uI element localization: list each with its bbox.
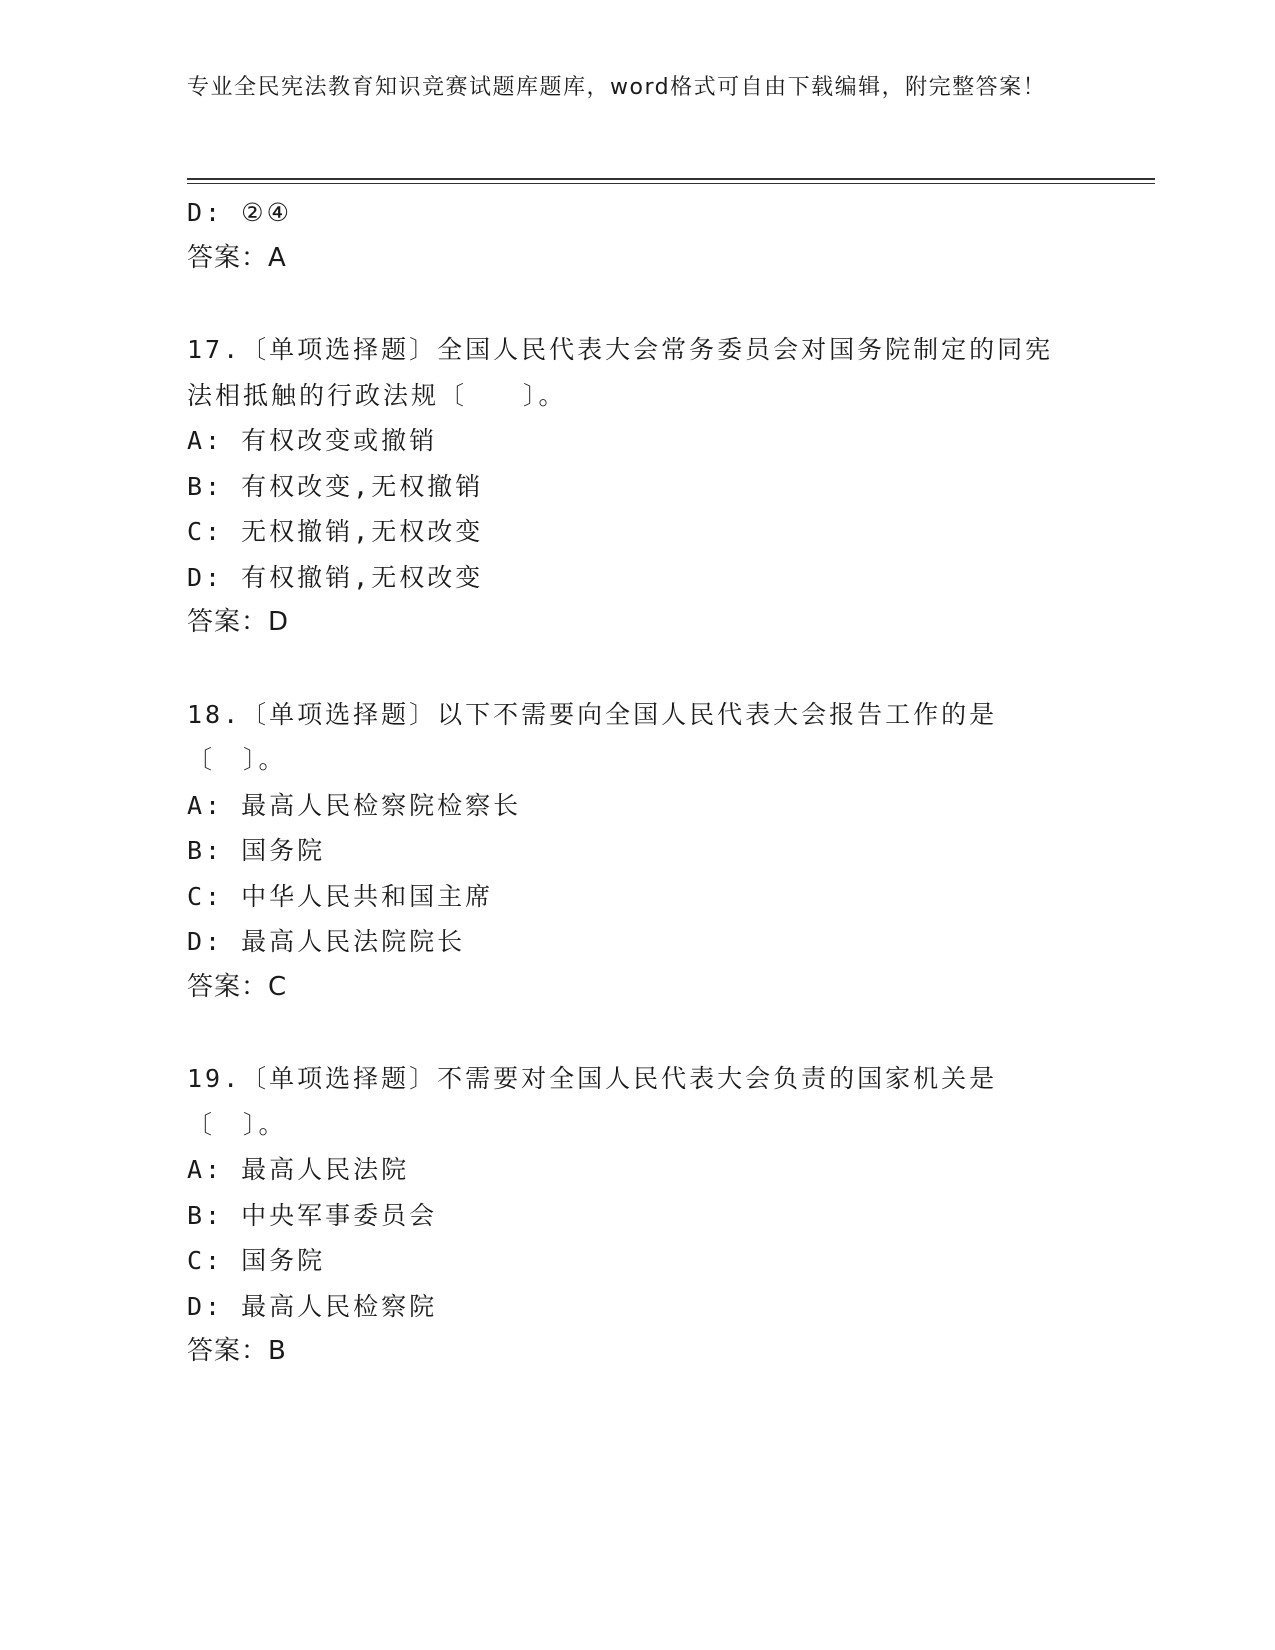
option-c: C: 无权撤销,无权改变 bbox=[187, 517, 484, 546]
question-text: 18.〔单项选择题〕以下不需要向全国人民代表大会报告工作的是〔 〕。 bbox=[187, 699, 998, 774]
question-text: 19.〔单项选择题〕不需要对全国人民代表大会负责的国家机关是〔 〕。 bbox=[187, 1064, 998, 1139]
option-a: A: 有权改变或撤销 bbox=[187, 426, 438, 455]
question-19 bbox=[187, 1056, 1087, 1375]
option-b: B: 有权改变,无权撤销 bbox=[187, 471, 484, 501]
option-c: C: 中华人民共和国主席 bbox=[187, 881, 494, 911]
answer-line: 答案：D bbox=[187, 607, 290, 637]
answer-line: 答案：B bbox=[187, 1336, 287, 1366]
option-c: C: 国务院 bbox=[187, 1246, 326, 1275]
question-17 bbox=[187, 327, 1087, 646]
option-a: A: 最高人民法院 bbox=[187, 1155, 410, 1184]
option-b: B: 国务院 bbox=[187, 836, 326, 865]
question-18 bbox=[187, 692, 1087, 1011]
option-d: D: 最高人民检察院 bbox=[187, 1291, 438, 1321]
answer-line: 答案：C bbox=[187, 971, 288, 1002]
answer-line: 答案：A bbox=[187, 242, 287, 273]
option-b: B: 中央军事委员会 bbox=[187, 1200, 438, 1230]
question-text: 17.〔单项选择题〕全国人民代表大会常务委员会对国务院制定的同宪法相抵触的行政法规〔 〕。 bbox=[187, 335, 1054, 410]
question-list bbox=[187, 190, 1087, 1375]
option-d: D: 有权撤销,无权改变 bbox=[187, 562, 484, 592]
header-rule-thick bbox=[187, 178, 1155, 180]
option-d: D: 最高人民法院院长 bbox=[187, 927, 466, 956]
header-rule-thin bbox=[187, 183, 1155, 184]
option-a: A: 最高人民检察院检察长 bbox=[187, 790, 522, 820]
page-header: 专业全民宪法教育知识竞赛试题库题库，word格式可自由下载编辑，附完整答案！ bbox=[187, 75, 1047, 100]
option-d: D: ②④ bbox=[187, 198, 292, 227]
